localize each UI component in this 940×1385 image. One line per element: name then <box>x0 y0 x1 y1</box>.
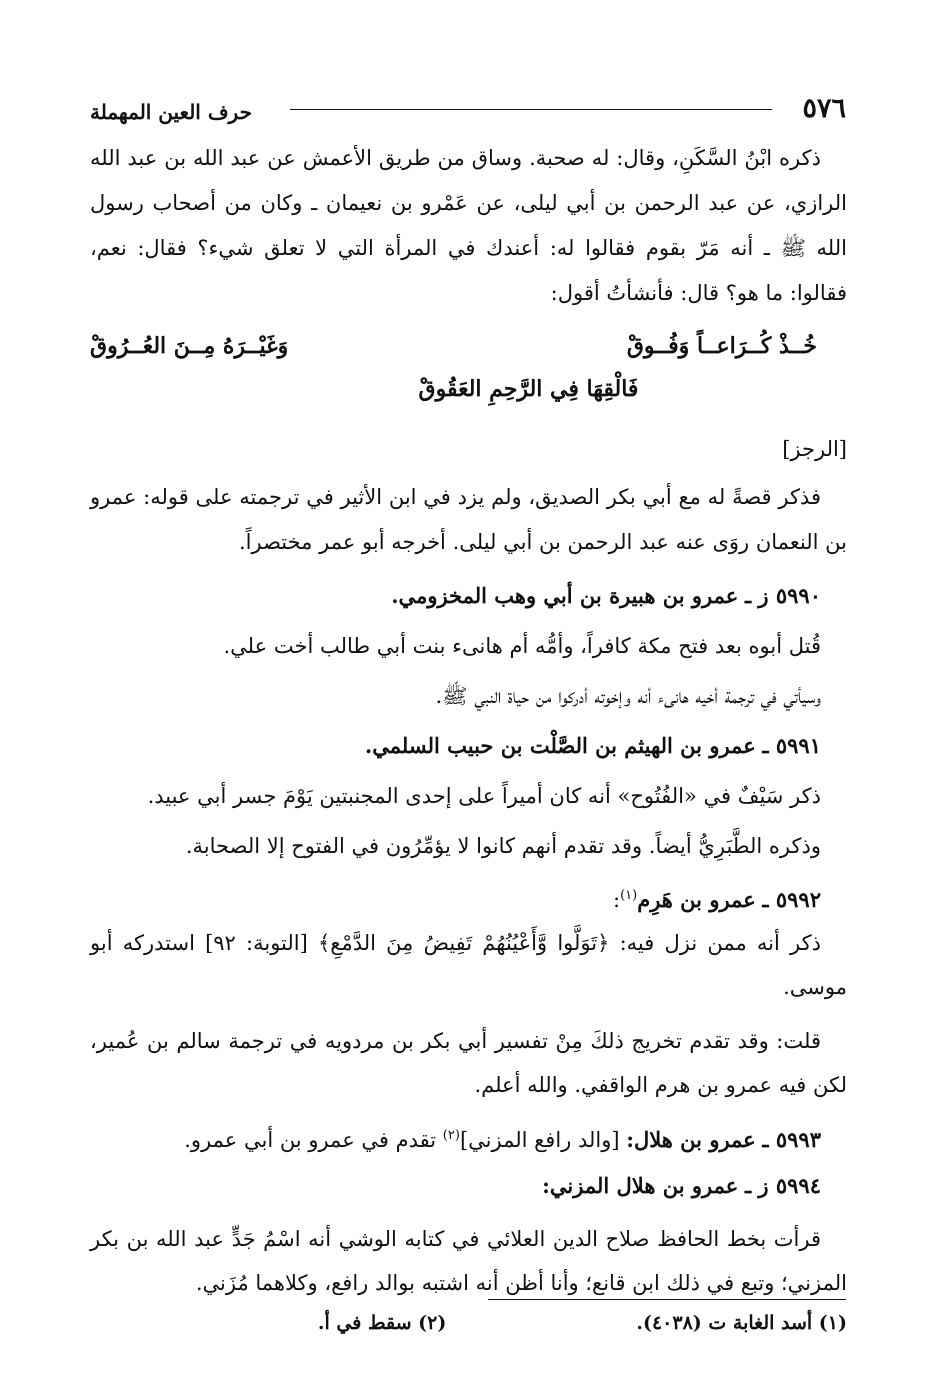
verse-closing-line: فَالْقِهَا فِي الرَّحِمِ العَقُوقْ <box>418 376 639 402</box>
entry-5992-line-1: ذكر أنه ممن نزل فيه: ﴿تَوَلَّوا وَّأَعْيُنُهُمْ تَفِيضُ مِنَ الدَّمْعِ﴾ [التوبة: ٩٢] استدركه أبو موسى. <box>90 931 847 999</box>
entry-5994-heading <box>90 1161 847 1211</box>
verse-first-hemistich: خُــذْ كُــرَاعــاً وَفُــوقْ <box>626 333 817 359</box>
entry-name: عمرو بن هلال: <box>626 1127 756 1152</box>
entry-5991-line-1: ذكر سَيْفٌ في «الفُتُوح» أنه كان أميراً على إحدى المجنبتين يَوْمَ جسر أبي عبيد. <box>147 784 821 808</box>
running-title: حرف العين المهملة <box>90 100 252 124</box>
entry-name: عمرو بن هَرِم <box>637 887 756 912</box>
entry-name: عمرو بن هبيرة بن أبي وهب المخزومي. <box>391 583 739 608</box>
entry-5991-line-2: وذكره الطَّبَرِيُّ أيضاً. وقد تقدم أنهم كانوا لا يؤمِّرُون في الفتوح إلا الصحابة. <box>185 834 821 858</box>
paragraph-story: فذكر قصةً له مع أبي بكر الصديق، ولم يزد في ابن الأثير في ترجمته على قوله: عمرو بن النعمان روَى عنه عبد الرحمن بن أبي ليلى. أخرجه أبو عمر مختصراً. <box>90 485 847 554</box>
entry-number: ٥٩٩٤ ز ـ <box>744 1173 821 1198</box>
entry-name: عمرو بن هلال المزني: <box>542 1173 739 1198</box>
footnote-1: (١) أسد الغابة ت (٤٠٣٨). <box>636 1312 847 1334</box>
entry-5994-line-1: قرأت بخط الحافظ صلاح الدين العلائي في كتابه الوشي أنه اسْمُ جَدٍّ عبد الله بن بكر المزني؛ وتبع في ذلك ابن قانع؛ وأنا أظن أنه اشتبه بوالد رافع، وكلاهما مُزَني. <box>90 1227 847 1295</box>
entry-name: عمرو بن الهيثم بن الصَّلْت بن حبيب السلمي. <box>364 733 756 758</box>
footnote-2: (٢) سقط في أ. <box>317 1312 447 1334</box>
entry-5993-heading <box>90 1111 847 1161</box>
entry-colon: : <box>612 888 621 912</box>
entry-number: ٥٩٩٠ ز ـ <box>744 583 821 608</box>
entry-5990-line-2: وسيأتي في ترجمة أخيه هانىء أنه وإخوته أدركوا من حياة النبي ﷺ. <box>435 684 821 708</box>
footnote-ref-1[interactable]: (١) <box>620 888 638 903</box>
header-rule <box>290 109 772 110</box>
entry-number: ٥٩٩٢ ـ <box>762 887 821 912</box>
page-header <box>90 82 846 122</box>
verse-line <box>90 324 847 369</box>
footnote-rule <box>488 1299 846 1300</box>
entry-note: [والد رافع المزني] <box>459 1128 627 1152</box>
entry-5992-heading <box>90 871 847 921</box>
entry-5991-heading <box>90 721 847 771</box>
verse-second-hemistich: وَغَيْــرَهُ مِــنَ العُــرُوقْ <box>90 333 289 359</box>
entry-number: ٥٩٩١ ـ <box>762 733 821 758</box>
poetic-meter-label: [الرجز] <box>782 437 847 461</box>
entry-text: تقدم في عمرو بن أبي عمرو. <box>184 1128 443 1152</box>
entry-5990-line-1: قُتل أبوه بعد فتح مكة كافراً، وأمُّه أم هانىء بنت أبي طالب أخت علي. <box>223 634 821 658</box>
footnote-ref-2[interactable]: (٢) <box>442 1128 460 1143</box>
footnotes <box>90 1312 847 1334</box>
page-number: ٥٧٦ <box>802 93 846 124</box>
paragraph-qult: قلت: وقد تقدم تخريج ذلكَ مِنْ تفسير أبي بكر بن مردويه في ترجمة سالم بن عُمير، لكن فيه عمرو بن هرم الواقفي. والله أعلم. <box>90 1029 847 1097</box>
entry-number: ٥٩٩٣ ـ <box>762 1127 821 1152</box>
entry-5990-heading <box>90 571 847 621</box>
paragraph-intro: ذكره ابْنُ السَّكَنِ، وقال: له صحبة. وساق من طريق الأعمش عن عبد الله بن عبد الله الرازي، عن عبد الرحمن بن أبي ليلى، عن عَمْرو بن نعيمان ـ وكان من أصحاب رسول الله ﷺ ـ أنه مَرّ بقوم فقالوا له: أعندك في المرأة التي لا تعلق شيء؟ فقال: نعم، فقالوا: ما هو؟ قال: فأنشأتُ أقول: <box>90 146 847 305</box>
page-body <box>90 136 847 1305</box>
